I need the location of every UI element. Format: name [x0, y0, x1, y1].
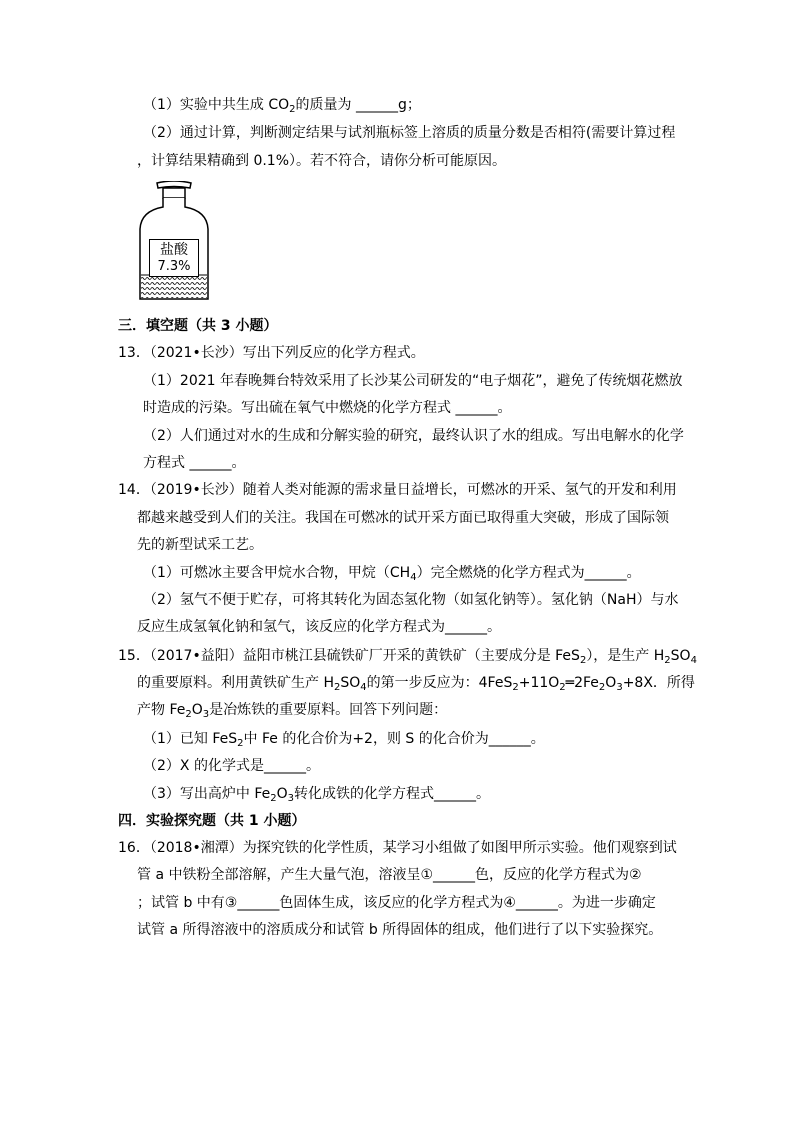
q15-sub3: （3）写出高炉中 $Fe_2O_3$转化成铁的化学方程式______。 [143, 786, 491, 804]
q15-line3: 产物 $Fe_2O_3$是冶炼铁的重要原料。回答下列问题： [137, 702, 448, 720]
q14-line2: 都越来越受到人们的关注。我国在可燃冰的试开采方面已取得重大突破，形成了国际领 [137, 510, 669, 526]
q13-sub2-line2: 方程式 ______。 [143, 455, 246, 471]
q16-line2: 管 a 中铁粉全部溶解，产生大量气泡，溶液呈①______色，反应的化学方程式为② [137, 867, 642, 883]
q14-line1: 14．（2019•长沙）随着人类对能源的需求量日益增长，可燃冰的开采、氢气的开发和利用 [118, 482, 677, 498]
q15-sub2: （2）X 的化学式是______。 [143, 758, 320, 774]
q12-sub2-line1: （2）通过计算，判断测定结果与试剂瓶标签上溶质的质量分数是否相符(需要计算过程 [143, 125, 676, 141]
q12-sub1: （1）实验中共生成 $CO_2$的质量为 ______g； [143, 97, 421, 115]
section4-title: 四．实验探究题（共 1 小题） [118, 813, 306, 829]
bottle-label-concentration: 7.3% [157, 259, 191, 274]
q14-sub2-line2: 反应生成氢氧化钠和氢气，该反应的化学方程式为______。 [137, 619, 501, 635]
q12-sub2-line2: ，计算结果精确到 0.1%）。若不符合，请你分析可能原因。 [137, 153, 507, 169]
q13-sub1-line1: （1）2021 年春晚舞台特效采用了长沙某公司研发的“电子烟花”，避免了传统烟花燃放 [143, 373, 683, 389]
q14-sub2-line1: （2）氢气不便于贮存，可将其转化为固态氢化物（如氢化钠等）。氢化钠（NaH）与水 [143, 592, 679, 608]
q15-sub1: （1）已知 FeS$_2$中 Fe 的化合价为+2，则 S 的化合价为______。 [143, 731, 545, 749]
q14-sub1: （1）可燃冰主要含甲烷水合物，甲烷$(CH_4)$完全燃烧的化学方程式为______。 [143, 565, 641, 583]
q15-line2: 的重要原料。利用黄铁矿生产 $H_2SO_4$的第一步反应为：$4FeS_2+11O_2═2Fe_2O_3+8X$．所得 [137, 675, 695, 693]
hydrochloric-acid-bottle [136, 181, 212, 301]
section3-title: 三．填空题（共 3 小题） [118, 318, 278, 334]
q13-stem: 13．（2021•长沙）写出下列反应的化学方程式。 [118, 345, 425, 361]
q13-sub1-line2: 时造成的污染。写出硫在氧气中燃烧的化学方程式 ______。 [143, 400, 512, 416]
q13-sub2-line1: （2）人们通过对水的生成和分解实验的研究，最终认识了水的组成。写出电解水的化学 [143, 428, 684, 444]
q16-line3: ；试管 b 中有③______色固体生成，该反应的化学方程式为④______。为进一步确定 [137, 895, 656, 911]
q16-line1: 16．（2018•湘潭）为探究铁的化学性质，某学习小组做了如图甲所示实验。他们观察到试 [118, 840, 677, 856]
q16-line4: 试管 a 所得溶液中的溶质成分和试管 b 所得固体的组成，他们进行了以下实验探究。 [137, 922, 663, 938]
q14-line3: 先的新型试采工艺。 [137, 537, 263, 553]
q15-line1: 15．（2017•益阳）益阳市桃江县硫铁矿厂开采的黄铁矿（主要成分是 FeS$_2$），是生产 $H_2SO_4$ [118, 648, 697, 666]
bottle-label [149, 239, 199, 277]
bottle-label-name: 盐酸 [160, 242, 188, 258]
